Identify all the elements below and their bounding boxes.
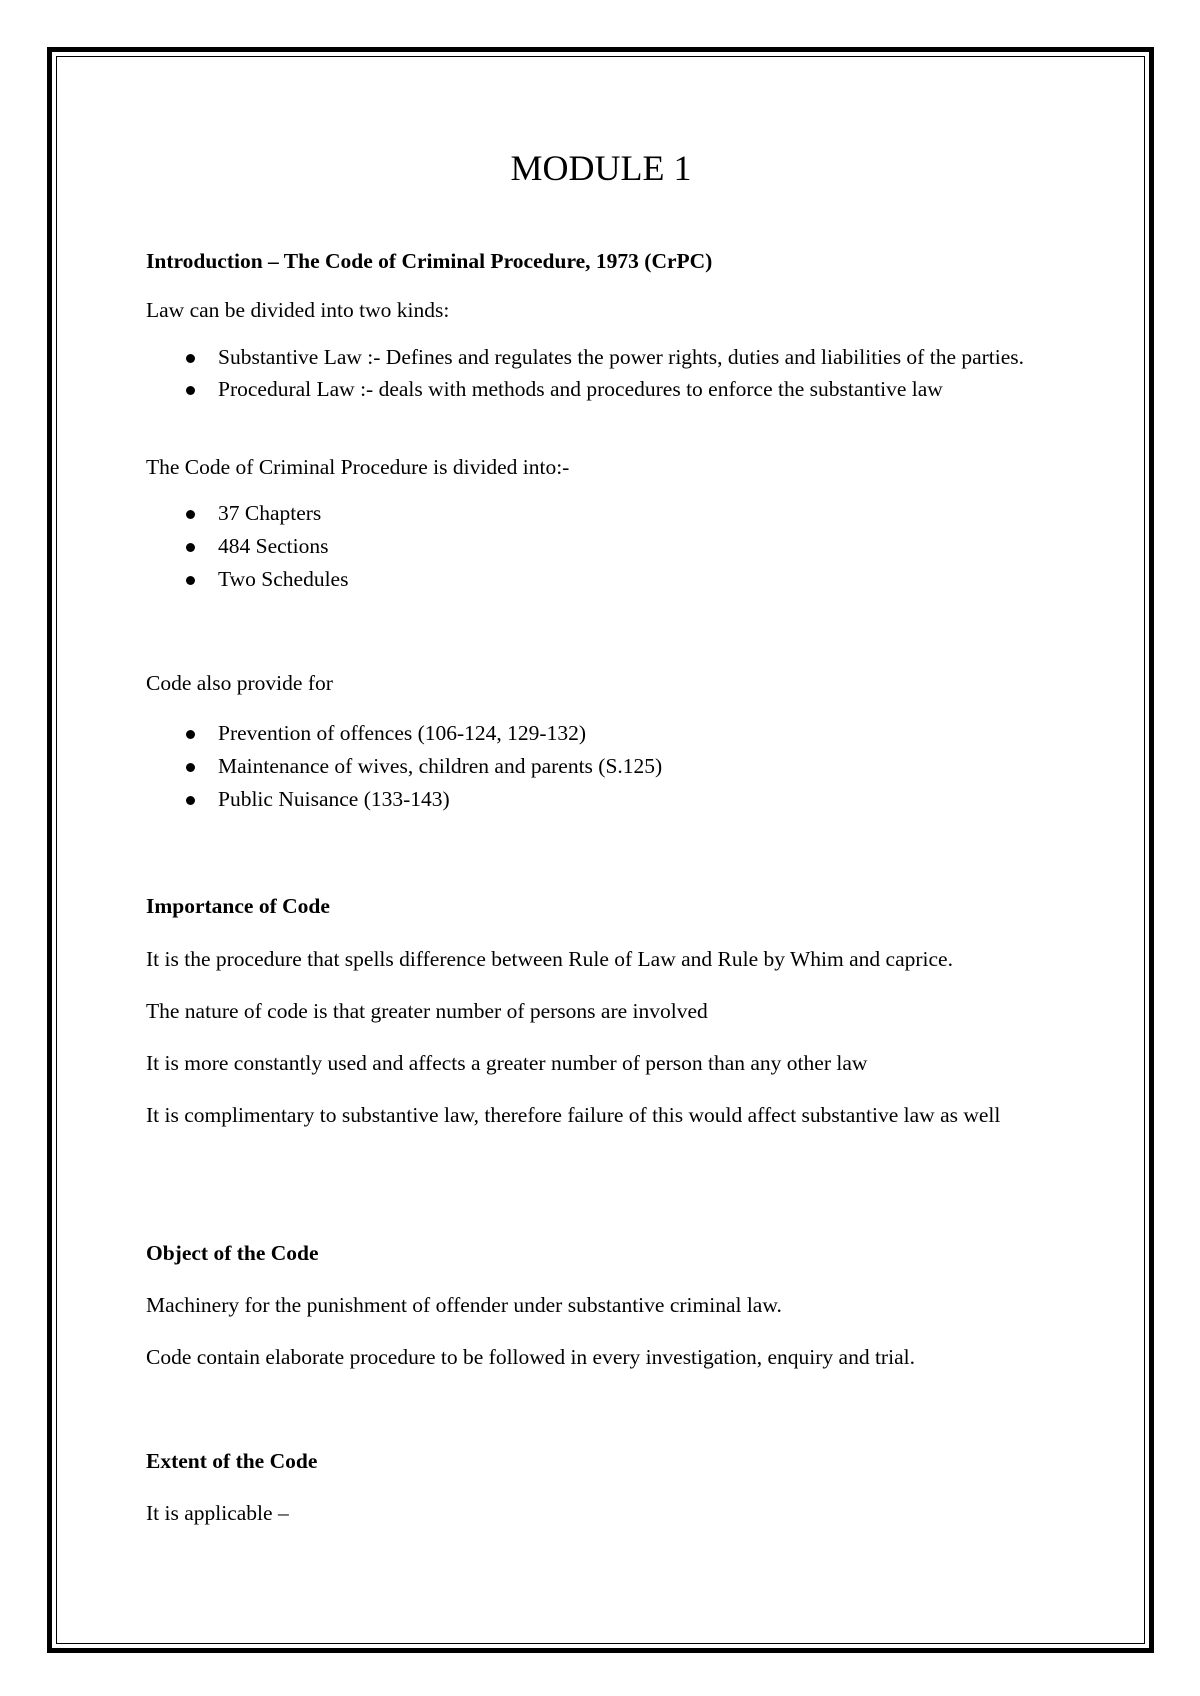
section-heading-importance: Importance of Code — [146, 894, 330, 918]
list-code-division — [146, 497, 1076, 596]
bullet-icon — [186, 510, 195, 519]
paragraph-extent-1: It is applicable – — [146, 1501, 289, 1525]
list-item-text: Prevention of offences (106-124, 129-132) — [218, 721, 586, 745]
paragraph-object-1: Machinery for the punishment of offender under substantive criminal law. — [146, 1293, 782, 1317]
list-item-text: Two Schedules — [218, 567, 349, 591]
bullet-icon — [186, 576, 195, 585]
list-item-text: 484 Sections — [218, 534, 329, 558]
paragraph-importance-3: It is more constantly used and affects a greater number of person than any other law — [146, 1051, 868, 1075]
list-code-provides — [146, 717, 1076, 816]
list-item — [146, 783, 1076, 816]
section-heading-object: Object of the Code — [146, 1241, 319, 1265]
list-item — [146, 750, 1076, 783]
bullet-icon — [186, 543, 195, 552]
bullet-icon — [186, 386, 195, 395]
page-title: MODULE 1 — [510, 148, 692, 188]
list-item — [146, 717, 1076, 750]
list-item — [146, 497, 1076, 530]
section-heading-introduction: Introduction – The Code of Criminal Procedure, 1973 (CrPC) — [146, 249, 713, 273]
list-item-text: 37 Chapters — [218, 501, 322, 525]
paragraph-importance-2: The nature of code is that greater number of persons are involved — [146, 999, 708, 1023]
paragraph-code-provides: Code also provide for — [146, 671, 333, 695]
bullet-icon — [186, 730, 195, 739]
list-item-text: Public Nuisance (133-143) — [218, 787, 450, 811]
list-item — [146, 530, 1076, 563]
list-item-text: Substantive Law :- Defines and regulates the power rights, duties and liabilities of the parties. — [218, 345, 1025, 369]
bullet-icon — [186, 354, 195, 363]
list-item — [146, 373, 1076, 406]
paragraph-importance-4: It is complimentary to substantive law, therefore failure of this would affect substantive law as well — [146, 1103, 1001, 1127]
list-item — [146, 563, 1076, 596]
list-law-kinds — [146, 341, 1076, 406]
paragraph-code-division: The Code of Criminal Procedure is divided into:- — [146, 455, 570, 479]
paragraph-importance-1: It is the procedure that spells difference between Rule of Law and Rule by Whim and caprice. — [146, 947, 953, 971]
bullet-icon — [186, 763, 195, 772]
paragraph-law-kinds: Law can be divided into two kinds: — [146, 298, 450, 322]
section-heading-extent: Extent of the Code — [146, 1449, 318, 1473]
list-item-text: Maintenance of wives, children and parents (S.125) — [218, 754, 663, 778]
paragraph-object-2: Code contain elaborate procedure to be followed in every investigation, enquiry and trial. — [146, 1345, 915, 1369]
list-item — [146, 341, 1068, 373]
list-item-text: Procedural Law :- deals with methods and procedures to enforce the substantive law — [218, 377, 943, 401]
bullet-icon — [186, 796, 195, 805]
